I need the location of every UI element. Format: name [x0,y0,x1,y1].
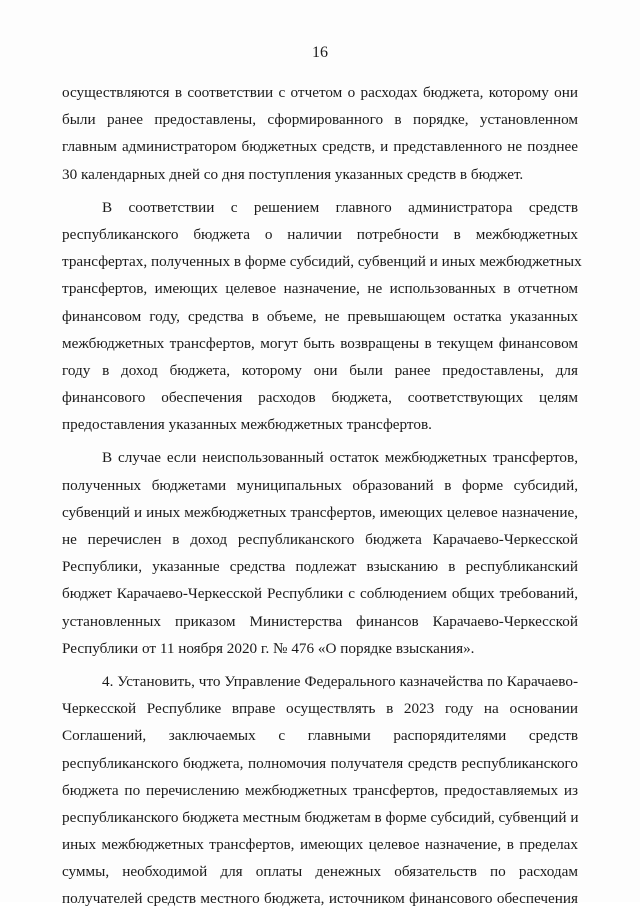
text-line: финансовом году, средства в объеме, не превышающем остатка указанных [62,307,578,325]
text-line: осуществляются в соответствии с отчетом о расходах бюджета, которому они [62,84,578,101]
text-line: году в доход бюджета, которому они были ранее предоставлены, для [62,361,578,379]
text-line: трансфертах, полученных в форме субсидий, субвенций и иных межбюджетных [62,253,582,271]
text-line: установленных приказом Министерства финансов Карачаево-Черкесской [62,612,578,630]
paragraph-item-4 [62,668,578,913]
text-line: республиканского бюджета местным бюджетам в форме субсидий, субвенций и [62,808,579,826]
text-line: получателей средств местного бюджета, источником финансового обеспечения [62,890,578,908]
text-line: предоставления указанных межбюджетных трансфертов. [62,416,432,434]
paragraph-continuation [62,79,578,188]
text-line: 30 календарных дней со дня поступления указанных средств в бюджет. [62,165,524,183]
text-line: финансового обеспечения расходов бюджета, соответствующих целям [62,389,578,407]
text-line: трансфертов, имеющих целевое назначение, не использованных в отчетном [62,280,578,298]
text-line: суммы, необходимой для оплаты денежных обязательств по расходам [62,863,578,881]
text-line: Черкесской Республике вправе осуществлять в 2023 году на основании [62,700,578,718]
text-line: В случае если неиспользованный остаток межбюджетных трансфертов, [102,449,578,467]
text-line: полученных бюджетами муниципальных образований в форме субсидий, [62,476,578,494]
text-line: республиканского бюджета, полномочия получателя средств республиканского [62,754,578,772]
text-line: бюджет Карачаево-Черкесской Республики с соблюдением общих требований, [62,585,578,603]
text-line: главным администратором бюджетных средств, и представленного не позднее [62,138,578,156]
document-body [62,79,582,913]
text-line: бюджета по перечислению межбюджетных трансфертов, предоставляемых из [62,781,578,799]
text-line: Республики, указанные средства подлежат взысканию в республиканский [62,558,578,576]
text-line: Соглашений, заключаемых с главными распорядителями средств [62,727,578,745]
text-line: не перечислен в доход республиканского бюджета Карачаево-Черкесской [62,531,578,548]
text-line: Республики от 11 ноября 2020 г. № 476 «О порядке взыскания». [62,639,475,657]
text-line: субвенций и иных межбюджетных трансфертов, имеющих целевое назначение, [62,503,578,521]
page-number: 16 [312,44,328,61]
text-line: были ранее предоставлены, сформированного в порядке, установленном [62,111,578,129]
text-line: республиканского бюджета о наличии потребности в межбюджетных [62,225,578,243]
text-line: В соответствии с решением главного администратора средств [102,198,578,216]
paragraph-unused-balance [62,444,578,662]
text-line: 4. Установить, что Управление Федерального казначейства по Карачаево- [102,672,578,690]
text-line: межбюджетных трансфертов, могут быть возвращены в текущем финансовом [62,334,578,352]
text-line: иных межбюджетных трансфертов, имеющих целевое назначение, в пределах [62,836,578,854]
paragraph-return-of-funds [62,194,582,439]
